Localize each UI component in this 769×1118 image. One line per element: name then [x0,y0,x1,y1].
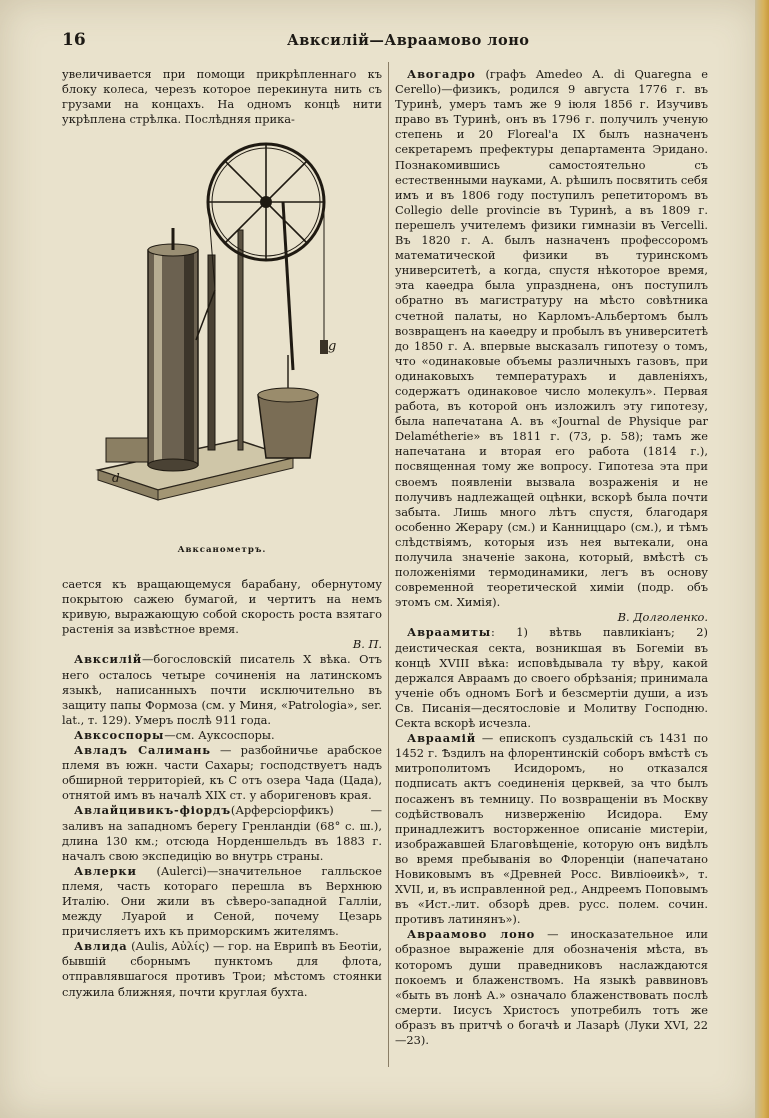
entry-avogadro [395,67,708,625]
auxanometer-illustration [88,140,356,540]
entry-body: : 1) вѣтвь павликіанъ; 2) деистическая секта, возникшая въ Богеміи въ концѣ XVIII вѣка: исповѣдывала ту вѣру, какой держался Авраамъ до своего обрѣзанія; принимала ученіе объ одномъ Богѣ и безсмертіи души, а изъ Св. Писанія—десятословіе и Молитву Господню. Секта вскорѣ исчезла. [395,625,708,731]
entry-auksospory [62,728,382,743]
entry-headword: Авраамій [407,731,476,746]
left-column-bottom [62,577,382,1000]
entry-body: (графъ Amedeo A. di Quaregna e Cerello)—физикъ, родился 9 августа 1776 г. въ Туринѣ, умеръ тамъ же 9 іюля 1856 г. Изучивъ право въ Туринѣ, онъ въ 1796 г. получилъ ученую степень и 20 Floreal'a IX былъ назначенъ секретаремъ префектуры департамента Эридано. Познакомившись самостоятельно съ естественными науками, А. рѣшилъ посвятить себя имъ и въ 1806 году поступилъ репетиторомъ въ Collegio delle provincie въ Туринѣ, а въ 1809 г. перешелъ учителемъ физики гимназіи въ Vercelli. Въ 1820 г. А. былъ назначенъ профессоромъ математической физики въ туринскомъ университетѣ, а когда, спустя нѣкоторое время, эта каѳедра была упразднена, онъ поступилъ обратно въ магистратуру на мѣсто совѣтника счетной палаты, но Карломъ-Альбертомъ былъ возвращенъ на каѳедру и пробылъ въ университетѣ до 1850 г. А. впервые высказалъ гипотезу о томъ, что «одинаковые объемы различныхъ газовъ, при одинаковыхъ температурахъ и давленіяхъ, содержатъ одинаковое число молекулъ». Первая работа, въ которой онъ изложилъ эту гипотезу, была напечатана А. въ «Journal de Physique par Delamétherie» въ 1811 г. (73, р. 58); тамъ же напечатана и вторая его работа (1814 г.), посвященная тому же вопросу. Гипотеза эта при своемъ появленіи вызвала возраженія и не получивъ надлежащей оцѣнки, вскорѣ была почти забыта. Лишь много лѣтъ спустя, благодаря особенно Жерару (см.) и Канниццаро (см.), и тѣмъ слѣдствіямъ, которыя изъ нея вытекали, она получила значеніе закона, который, вмѣстѣ съ положеніями термодинамики, легъ въ основу современной теоретической химіи (подр. объ этомъ см. Химія). [395,67,708,610]
entry-headword: Авладъ Салимань [74,743,211,758]
entry-body: —богословскій писатель X вѣка. Отъ него осталось четыре сочиненія на латинскомъ языкѣ, написанныхъ почти исключительно въ защиту папы Формоза (см. у Миня, «Patrologia», ser. lat., т. 129). Умеръ послѣ 911 года. [62,652,382,727]
entry-avraamovo-lono [395,927,708,1048]
entry-body: (Aulerci)—значительное галльское племя, часть котораго перешла въ Верхнюю Италію. Они жили въ сѣверо-западной Галліи, между Луарой и Сеной, почему Цезарь причисляетъ ихъ къ приморскимъ жителямъ. [62,863,382,939]
figure-label-d: d [112,471,120,485]
entry-body: — разбойничье арабское племя въ южн. части Сахары; господствуетъ надъ обширной территоріей, къ С отъ озера Чада (Цада), отнятой имъ въ началѣ XIX ст. у аборигеновъ края. [62,743,383,803]
entry-avraamity [395,625,708,731]
entry-avlerki [62,864,382,939]
column-divider [388,62,389,1067]
entry-avlad-saliman [62,743,382,803]
entry-auksilii [62,652,382,727]
entry-avlaitsivik [62,803,382,863]
entry-headword: Авксоспоры [74,727,165,742]
entry-body: — иносказательное или образное выраженіе для обозначенія мѣста, въ которомъ души праведниковъ наслаждаются покоемъ и блаженствомъ. На языкѣ раввиновъ «быть въ лонѣ А.» означало блаженствовать послѣ смерти. Іисусъ Христосъ употребилъ тотъ же образъ въ притчѣ о богачѣ и Лазарѣ (Луки XVI, 22—23). [395,927,708,1047]
page-edge [755,0,769,1118]
entry-headword: Авраамиты [407,625,491,640]
entry-headword: Авраамово лоно [407,927,536,942]
right-column [395,67,708,1048]
entry-avlida [62,939,382,999]
entry-headword: Авлида [74,939,128,954]
running-head: Авксилій—Авраамово лоно [287,32,530,49]
author-signature: В. П. [352,637,382,652]
entry-body: (Aulis, Αὐλίς) — гор. на Еврипѣ въ Беотіи, бывшій сборнымъ пунктомъ для флота, отправлявшагося противъ Трои; мѣстомъ стоянки служила ближняя, почти круглая бухта. [62,939,382,999]
paragraph-text: сается къ вращающемуся барабану, обернутому покрытою сажею бумагой, и чертитъ на немъ кривую, выражающую собой скорость роста взятаго растенія за извѣстное время. [62,577,382,637]
figure-caption: Авксанометръ. [177,545,267,555]
paragraph [62,577,382,652]
entry-headword: Авогадро [407,67,476,81]
auxanometer-figure [88,140,356,555]
page-number: 16 [62,30,86,50]
entry-body: (Арферсіорфикъ) — заливъ на западномъ берегу Гренландіи (68° с. ш.), длина 130 км.; отсюда Норденшельдъ въ 1883 г. началъ свою экспедицію во внутрь страны. [62,803,382,863]
page-header [62,30,702,52]
entry-headword: Авксилій [74,652,143,667]
figure-label-g: g [328,339,337,354]
entry-body: — епископъ суздальскій съ 1431 по 1452 г. Ѣздилъ на флорентинскій соборъ вмѣстѣ съ митрополитомъ Исидоромъ, но отказался подписать актъ соединенія церквей, за что былъ посаженъ въ темницу. По возвращеніи въ Москву содѣйствовалъ низверженію Исидора. Ему принадлежитъ восторженное описаніе мистеріи, изображавшей Благовѣщеніе, которую онъ видѣлъ во время пребыванія во Флоренціи (напечатано Новиковымъ въ «Древней Росс. Вивліоѳикѣ», т. XVII, и, въ исправленной ред., Андреемъ Поповымъ въ «Ист.-лит. обзорѣ древ. русс. полем. сочин. противъ латинянъ»). [395,731,708,927]
entry-headword: Авлерки [74,863,137,878]
entry-headword: Авлайцивикъ-фіордъ [74,803,231,818]
entry-avraamii [395,731,708,927]
author-signature: В. Долголенко. [617,610,708,625]
entry-body: —см. Ауксоспоры. [164,727,275,742]
left-column-top [62,67,382,127]
paragraph: увеличивается при помощи прикрѣпленнаго къ блоку колеса, черезъ которое перекинута нить съ грузами на концахъ. На одномъ концѣ нити укрѣплена стрѣлка. Послѣдняя прика- [62,67,382,127]
